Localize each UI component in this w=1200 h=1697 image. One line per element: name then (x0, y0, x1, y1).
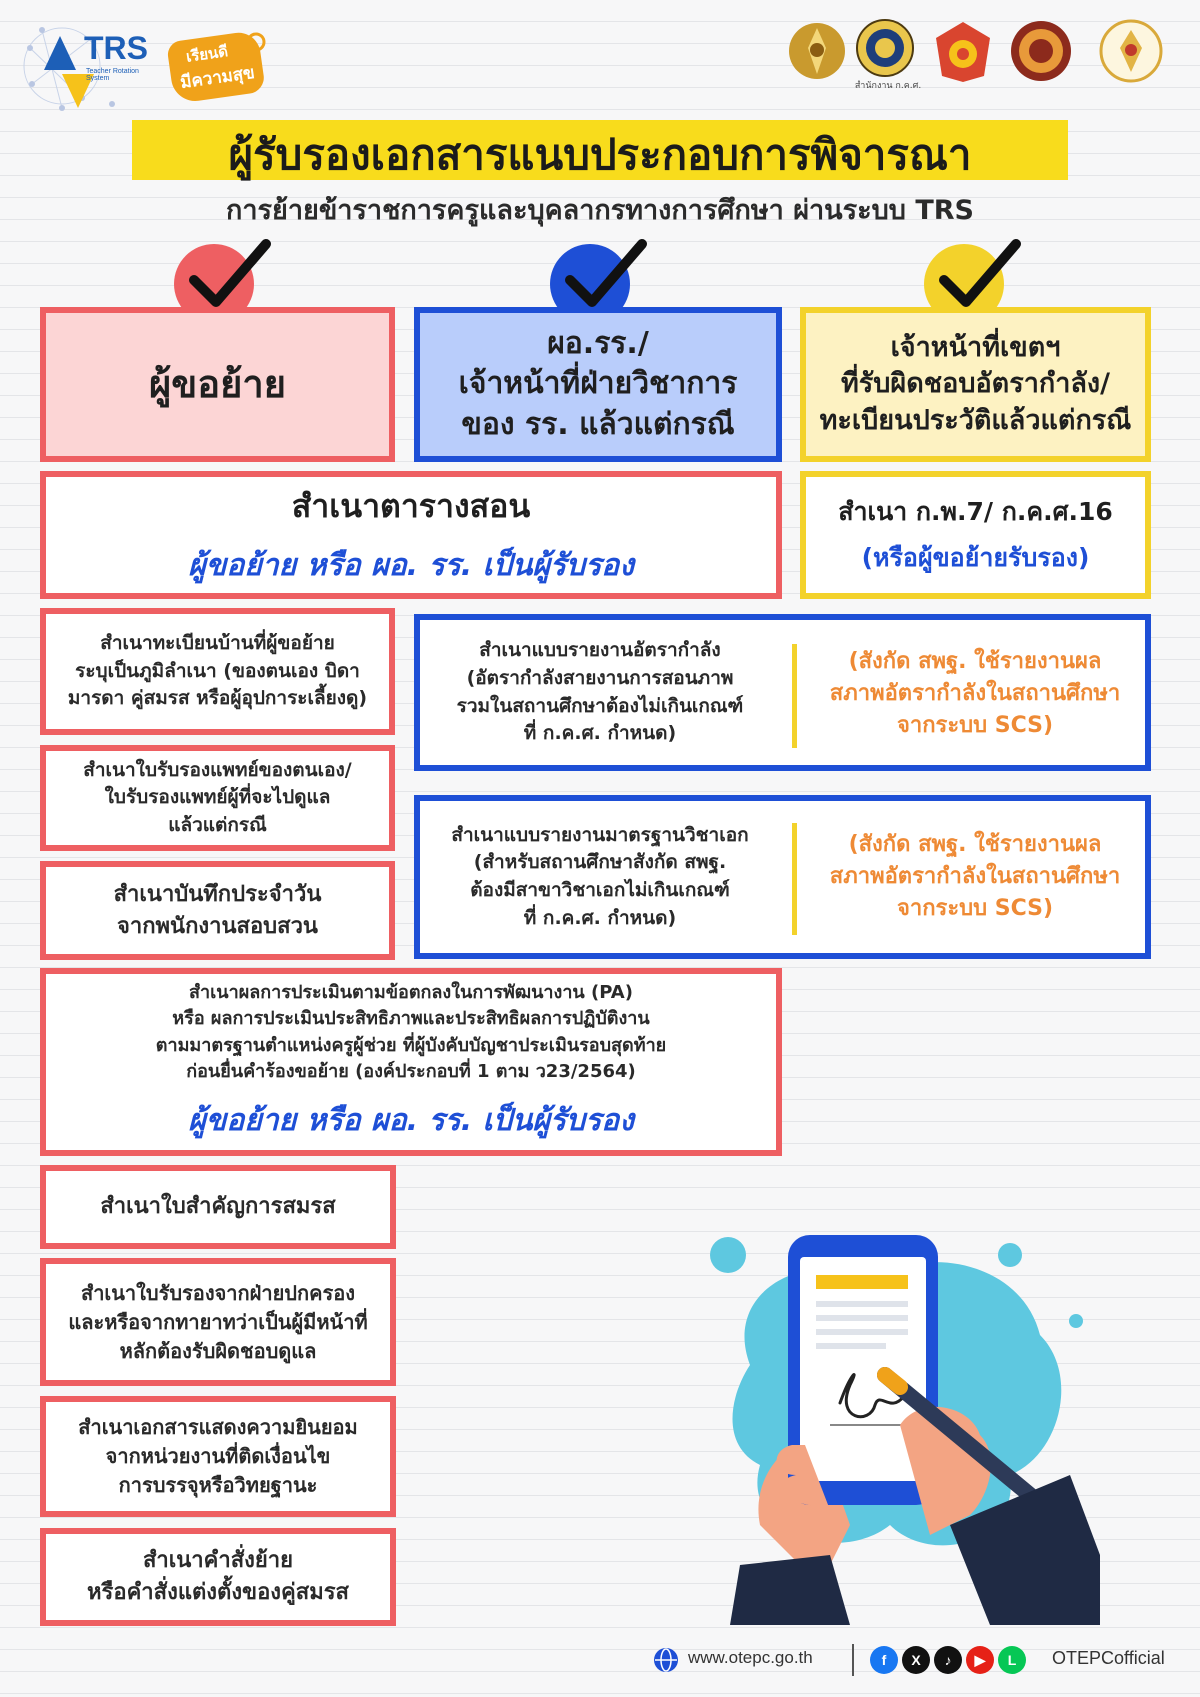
doc-consent-line: การบรรจุหรือวิทยฐานะ (118, 1473, 318, 1497)
doc-daily-record (40, 861, 395, 960)
trs-logo-tagline: Teacher Rotation System (86, 68, 139, 82)
doc-spouse-order-line: หรือคำสั่งแต่งตั้งของคู่สมรส (87, 1580, 349, 1605)
doc-staffing-report-note: จากระบบ SCS) (896, 712, 1054, 738)
otepc-seal-icon (852, 18, 922, 91)
doc-kp7-title: สำเนา ก.พ.7/ ก.ค.ศ.16 (838, 497, 1113, 526)
column-header-district-line: ที่รับผิดชอบอัตรากำลัง/ (840, 368, 1110, 400)
column-header-director (414, 307, 782, 462)
page-title: ผู้รับรองเอกสารแนบประกอบการพิจารณา (228, 130, 972, 179)
column-header-director-line: เจ้าหน้าที่ฝ่ายวิชาการ (458, 366, 738, 402)
column-header-requester (40, 307, 395, 462)
doc-pa-evaluation-line: ตามมาตรฐานตำแหน่งครูผู้ช่วย ที่ผู้บังคับบัญชาประเมินรอบสุดท้าย (155, 1034, 667, 1056)
doc-pa-evaluation-line: หรือ ผลการประเมินประสิทธิภาพและประสิทธิผลการปฏิบัติงาน (172, 1008, 650, 1030)
divider (792, 644, 797, 748)
doc-marriage-cert (40, 1165, 396, 1249)
doc-staffing-report (414, 614, 1151, 771)
school-seal-icon (930, 18, 996, 84)
youtube-icon[interactable]: ▶ (966, 1646, 994, 1674)
doc-major-standard-line: สำเนาแบบรายงานมาตรฐานวิชาเอก (451, 823, 749, 846)
doc-teaching-schedule-approver: ผู้ขอย้าย หรือ ผอ. รร. เป็นผู้รับรอง (188, 548, 634, 583)
phone-signing-illustration (700, 1225, 1100, 1625)
doc-local-admin-cert (40, 1258, 396, 1386)
footer-divider (852, 1644, 854, 1676)
doc-marriage-cert-label: สำเนาใบสำคัญการสมรส (100, 1194, 336, 1220)
doc-medical-cert-line: สำเนาใบรับรองแพทย์ของตนเอง/ (83, 758, 352, 781)
doc-pa-evaluation-line: สำเนาผลการประเมินตามข้อตกลงในการพัฒนางาน (PA) (189, 982, 633, 1004)
doc-staffing-report-line: ที่ ก.ค.ศ. กำหนด) (523, 722, 677, 745)
doc-teaching-schedule (40, 471, 782, 599)
footer-social-handle[interactable]: OTEPCofficial (1052, 1648, 1165, 1668)
ministry-seal-icon (784, 18, 850, 84)
trs-logo-text: TRS (84, 30, 148, 66)
doc-consent-line: สำเนาเอกสารแสดงความยินยอม (78, 1415, 358, 1439)
doc-kp7-note: (หรือผู้ขอย้ายรับรอง) (861, 543, 1090, 572)
happy-logo-line2: มีความสุข (179, 62, 256, 94)
x-icon[interactable]: X (902, 1646, 930, 1674)
doc-pa-evaluation-approver: ผู้ขอย้าย หรือ ผอ. รร. เป็นผู้รับรอง (188, 1102, 634, 1138)
doc-major-standard-line: (สำหรับสถานศึกษาสังกัด สพฐ. (473, 851, 727, 874)
column-header-district-line: ทะเบียนประวัติแล้วแต่กรณี (819, 404, 1132, 436)
otepc-seal-label: สำนักงาน ก.ค.ศ. (854, 81, 922, 91)
doc-major-standard-note: จากระบบ SCS) (896, 895, 1054, 921)
divider (792, 823, 797, 935)
doc-house-registration-line: มารดา คู่สมรส หรือผู้อุปการะเลี้ยงดู) (67, 687, 368, 710)
doc-medical-cert-line: ใบรับรองแพทย์ผู้ที่จะไปดูแล (104, 786, 331, 809)
doc-major-standard-note: (สังกัด สพฐ. ใช้รายงานผล (848, 832, 1102, 857)
globe-icon (652, 1646, 680, 1674)
page-subtitle: การย้ายข้าราชการครูและบุคลากรทางการศึกษา ผ่านระบบ TRS (226, 195, 974, 226)
doc-medical-cert (40, 745, 395, 851)
doc-teaching-schedule-title: สำเนาตารางสอน (291, 487, 531, 525)
doc-pa-evaluation (40, 968, 782, 1156)
teachers-council-seal-icon (1098, 18, 1164, 84)
doc-local-admin-line: สำเนาใบรับรองจากฝ่ายปกครอง (80, 1280, 356, 1305)
happy-logo-line1: เรียนดี (184, 42, 230, 66)
facebook-icon[interactable]: f (870, 1646, 898, 1674)
column-header-district-line: เจ้าหน้าที่เขตฯ (890, 331, 1061, 363)
doc-daily-record-line: จากพนักงานสอบสวน (116, 913, 318, 939)
tiktok-icon[interactable]: ♪ (934, 1646, 962, 1674)
doc-staffing-report-note: สภาพอัตรากำลังในสถานศึกษา (829, 680, 1121, 706)
doc-pa-evaluation-line: ก่อนยื่นคำร้องขอย้าย (องค์ประกอบที่ 1 ตาม ว23/2564) (186, 1060, 636, 1082)
column-header-director-line: ผอ.รร./ (547, 325, 649, 361)
doc-daily-record-line: สำเนาบันทึกประจำวัน (113, 881, 322, 907)
trs-logo (22, 18, 162, 114)
doc-local-admin-line: และหรือจากทายาทว่าเป็นผู้มีหน้าที่ (68, 1309, 368, 1334)
doc-staffing-report-line: สำเนาแบบรายงานอัตรากำลัง (479, 639, 721, 662)
doc-major-standard-report (414, 795, 1151, 959)
doc-consent (40, 1396, 396, 1517)
footer-website[interactable]: www.otepc.go.th (688, 1648, 813, 1667)
doc-house-registration (40, 608, 395, 735)
doc-medical-cert-line: แล้วแต่กรณี (168, 813, 267, 836)
doc-house-registration-line: สำเนาทะเบียนบ้านที่ผู้ขอย้าย (100, 632, 335, 655)
doc-consent-line: จากหน่วยงานที่ติดเงื่อนไข (105, 1444, 331, 1468)
line-icon[interactable]: L (998, 1646, 1026, 1674)
doc-major-standard-line: ที่ ก.ค.ศ. กำหนด) (523, 906, 677, 929)
column-header-director-line: ของ รร. แล้วแต่กรณี (461, 406, 735, 442)
doc-staffing-report-note: (สังกัด สพฐ. ใช้รายงานผล (848, 649, 1102, 674)
education-council-seal-icon (1008, 18, 1074, 84)
doc-local-admin-line: หลักต้องรับผิดชอบดูแล (119, 1338, 317, 1363)
doc-staffing-report-line: (อัตรากำลังสายงานการสอนภาพ (466, 666, 734, 689)
doc-major-standard-note: สภาพอัตรากำลังในสถานศึกษา (829, 863, 1121, 889)
doc-spouse-order (40, 1528, 396, 1626)
doc-major-standard-line: ต้องมีสาขาวิชาเอกไม่เกินเกณฑ์ (470, 879, 730, 901)
happy-learning-logo (168, 24, 268, 104)
column-header-requester-label: ผู้ขอย้าย (149, 361, 286, 406)
doc-house-registration-line: ระบุเป็นภูมิลำเนา (ของตนเอง บิดา (75, 659, 360, 682)
doc-staffing-report-line: รวมในสถานศึกษาต้องไม่เกินเกณฑ์ (456, 694, 744, 717)
doc-spouse-order-line: สำเนาคำสั่งย้าย (142, 1548, 294, 1574)
doc-kp7 (800, 471, 1151, 599)
column-header-district-officer (800, 307, 1151, 462)
